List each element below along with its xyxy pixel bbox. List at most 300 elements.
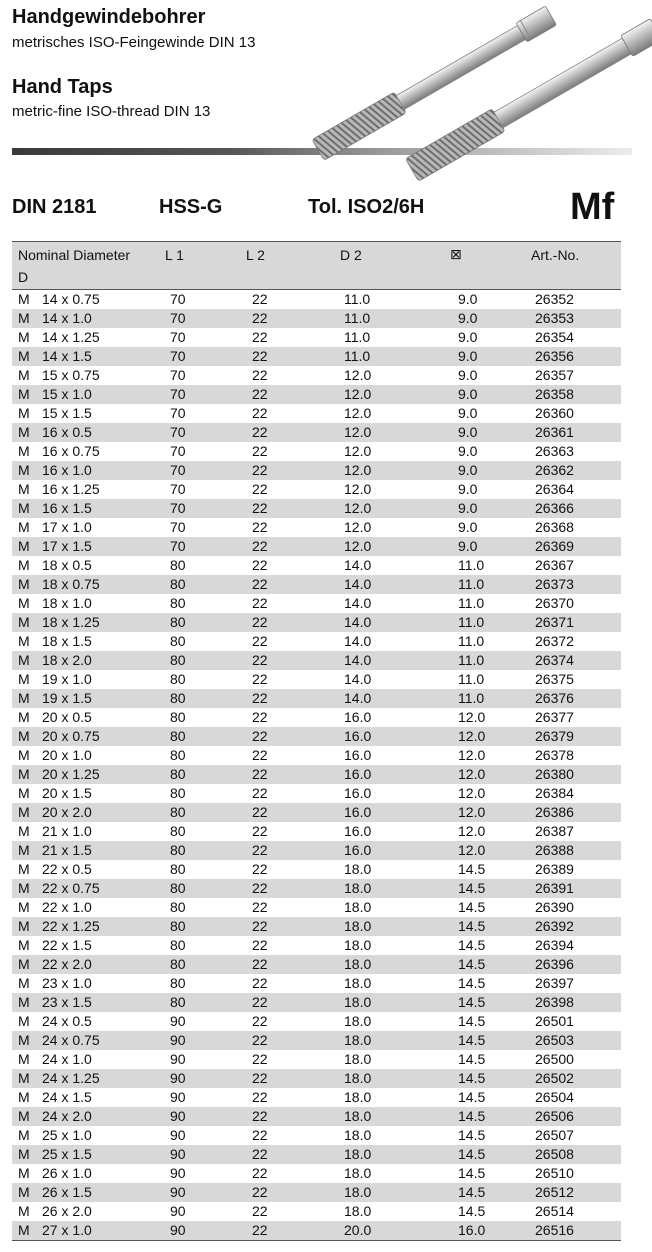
cell-square: 11.0 — [458, 690, 485, 706]
cell-square: 9.0 — [458, 310, 478, 326]
cell-prefix: M — [18, 1108, 30, 1124]
table-row — [12, 993, 621, 1012]
cell-prefix: M — [18, 576, 30, 592]
cell-l2: 22 — [252, 557, 268, 573]
cell-l2: 22 — [252, 918, 268, 934]
cell-l1: 70 — [170, 500, 186, 516]
table-row — [12, 765, 621, 784]
subtitle-english: metric-fine ISO-thread DIN 13 — [12, 103, 211, 120]
cell-square: 12.0 — [458, 728, 486, 744]
cell-l2: 22 — [252, 348, 268, 364]
table-row — [12, 746, 621, 765]
table-row — [12, 1164, 621, 1183]
cell-prefix: M — [18, 1127, 30, 1143]
table-row — [12, 860, 621, 879]
cell-size: 24 x 1.0 — [42, 1051, 92, 1067]
cell-size: 15 x 0.75 — [42, 367, 100, 383]
cell-size: 18 x 2.0 — [42, 652, 92, 668]
cell-size: 20 x 1.25 — [42, 766, 100, 782]
table-row — [12, 1069, 621, 1088]
cell-article-number: 26364 — [535, 481, 574, 497]
cell-d2: 18.0 — [344, 956, 372, 972]
cell-size: 21 x 1.5 — [42, 842, 92, 858]
cell-d2: 18.0 — [344, 1165, 372, 1181]
cell-prefix: M — [18, 367, 30, 383]
cell-prefix: M — [18, 975, 30, 991]
cell-article-number: 26352 — [535, 291, 574, 307]
cell-size: 19 x 1.5 — [42, 690, 92, 706]
cell-article-number: 26502 — [535, 1070, 574, 1086]
cell-l2: 22 — [252, 1051, 268, 1067]
cell-size: 15 x 1.0 — [42, 386, 92, 402]
cell-square: 9.0 — [458, 443, 478, 459]
table-row — [12, 347, 621, 366]
table-row — [12, 290, 621, 309]
cell-size: 19 x 1.0 — [42, 671, 92, 687]
table-row — [12, 366, 621, 385]
cell-l1: 90 — [170, 1203, 186, 1219]
cell-size: 26 x 1.5 — [42, 1184, 92, 1200]
table-row — [12, 670, 621, 689]
cell-l1: 80 — [170, 899, 186, 915]
cell-square: 12.0 — [458, 747, 486, 763]
col-d2: D 2 — [340, 247, 362, 263]
table-row — [12, 1012, 621, 1031]
table-row — [12, 879, 621, 898]
cell-square: 9.0 — [458, 348, 478, 364]
table-row — [12, 480, 621, 499]
cell-square: 11.0 — [458, 557, 485, 573]
cell-prefix: M — [18, 519, 30, 535]
cell-square: 16.0 — [458, 1222, 486, 1238]
cell-l2: 22 — [252, 956, 268, 972]
cell-size: 24 x 1.25 — [42, 1070, 100, 1086]
cell-prefix: M — [18, 956, 30, 972]
cell-prefix: M — [18, 1070, 30, 1086]
table-row — [12, 955, 621, 974]
cell-prefix: M — [18, 424, 30, 440]
cell-l1: 70 — [170, 329, 186, 345]
table-row — [12, 575, 621, 594]
col-l2: L 2 — [246, 247, 265, 263]
cell-d2: 18.0 — [344, 1070, 372, 1086]
cell-prefix: M — [18, 348, 30, 364]
cell-l2: 22 — [252, 747, 268, 763]
cell-size: 20 x 1.5 — [42, 785, 92, 801]
cell-square: 14.5 — [458, 1127, 486, 1143]
cell-article-number: 26378 — [535, 747, 574, 763]
table-row — [12, 803, 621, 822]
cell-article-number: 26376 — [535, 690, 574, 706]
cell-d2: 18.0 — [344, 1013, 372, 1029]
cell-article-number: 26367 — [535, 557, 574, 573]
cell-size: 27 x 1.0 — [42, 1222, 92, 1238]
table-row — [12, 917, 621, 936]
cell-size: 14 x 1.5 — [42, 348, 92, 364]
cell-square: 14.5 — [458, 1146, 486, 1162]
cell-article-number: 26375 — [535, 671, 574, 687]
cell-l1: 70 — [170, 538, 186, 554]
cell-d2: 16.0 — [344, 842, 372, 858]
cell-prefix: M — [18, 1184, 30, 1200]
cell-l1: 80 — [170, 804, 186, 820]
cell-prefix: M — [18, 766, 30, 782]
cell-l1: 80 — [170, 690, 186, 706]
table-row — [12, 784, 621, 803]
cell-size: 22 x 0.75 — [42, 880, 100, 896]
material-grade: HSS-G — [159, 196, 223, 218]
cell-d2: 18.0 — [344, 1108, 372, 1124]
cell-l1: 90 — [170, 1013, 186, 1029]
cell-prefix: M — [18, 1222, 30, 1238]
cell-l2: 22 — [252, 766, 268, 782]
cell-article-number: 26389 — [535, 861, 574, 877]
cell-article-number: 26369 — [535, 538, 574, 554]
cell-size: 18 x 0.75 — [42, 576, 100, 592]
cell-square: 14.5 — [458, 937, 486, 953]
cell-article-number: 26363 — [535, 443, 574, 459]
table-row — [12, 651, 621, 670]
cell-d2: 18.0 — [344, 1184, 372, 1200]
cell-l1: 70 — [170, 310, 186, 326]
cell-prefix: M — [18, 1051, 30, 1067]
table-header — [12, 241, 621, 290]
cell-article-number: 26354 — [535, 329, 574, 345]
cell-size: 26 x 2.0 — [42, 1203, 92, 1219]
cell-square: 12.0 — [458, 785, 486, 801]
table-row — [12, 309, 621, 328]
cell-article-number: 26370 — [535, 595, 574, 611]
cell-prefix: M — [18, 538, 30, 554]
cell-prefix: M — [18, 405, 30, 421]
table-row — [12, 1221, 621, 1240]
cell-article-number: 26507 — [535, 1127, 574, 1143]
cell-d2: 16.0 — [344, 804, 372, 820]
cell-article-number: 26506 — [535, 1108, 574, 1124]
cell-article-number: 26361 — [535, 424, 574, 440]
table-row — [12, 632, 621, 651]
cell-l2: 22 — [252, 1032, 268, 1048]
cell-article-number: 26503 — [535, 1032, 574, 1048]
cell-square: 9.0 — [458, 481, 478, 497]
table-row — [12, 423, 621, 442]
cell-d2: 16.0 — [344, 785, 372, 801]
cell-square: 12.0 — [458, 823, 486, 839]
cell-d2: 14.0 — [344, 576, 372, 592]
cell-l2: 22 — [252, 519, 268, 535]
cell-prefix: M — [18, 785, 30, 801]
cell-d2: 14.0 — [344, 595, 372, 611]
cell-prefix: M — [18, 557, 30, 573]
cell-d2: 11.0 — [344, 348, 371, 364]
table-row — [12, 727, 621, 746]
cell-l2: 22 — [252, 861, 268, 877]
cell-size: 16 x 0.75 — [42, 443, 100, 459]
cell-article-number: 26398 — [535, 994, 574, 1010]
cell-l2: 22 — [252, 614, 268, 630]
cell-square: 9.0 — [458, 462, 478, 478]
cell-d2: 14.0 — [344, 614, 372, 630]
cell-square: 9.0 — [458, 500, 478, 516]
cell-l2: 22 — [252, 975, 268, 991]
cell-article-number: 26371 — [535, 614, 574, 630]
title-english: Hand Taps — [12, 76, 113, 98]
cell-l2: 22 — [252, 937, 268, 953]
cell-square: 12.0 — [458, 709, 486, 725]
cell-l1: 80 — [170, 614, 186, 630]
cell-size: 14 x 1.0 — [42, 310, 92, 326]
cell-square: 14.5 — [458, 1070, 486, 1086]
cell-l1: 80 — [170, 766, 186, 782]
cell-l1: 80 — [170, 728, 186, 744]
cell-article-number: 26380 — [535, 766, 574, 782]
cell-d2: 12.0 — [344, 500, 372, 516]
cell-l2: 22 — [252, 899, 268, 915]
cell-article-number: 26500 — [535, 1051, 574, 1067]
cell-square: 9.0 — [458, 291, 478, 307]
cell-article-number: 26512 — [535, 1184, 574, 1200]
title-german: Handgewindebohrer — [12, 6, 206, 28]
cell-size: 20 x 2.0 — [42, 804, 92, 820]
cell-size: 18 x 0.5 — [42, 557, 92, 573]
cell-prefix: M — [18, 671, 30, 687]
cell-l1: 90 — [170, 1108, 186, 1124]
cell-prefix: M — [18, 994, 30, 1010]
cell-prefix: M — [18, 709, 30, 725]
cell-d2: 12.0 — [344, 405, 372, 421]
cell-square: 14.5 — [458, 956, 486, 972]
cell-square: 11.0 — [458, 614, 485, 630]
cell-l2: 22 — [252, 633, 268, 649]
cell-square: 14.5 — [458, 1165, 486, 1181]
cell-square: 11.0 — [458, 652, 485, 668]
cell-article-number: 26390 — [535, 899, 574, 915]
table-bottom-border — [12, 1240, 621, 1241]
cell-l2: 22 — [252, 424, 268, 440]
col-nominal-diameter: Nominal Diameter — [18, 247, 131, 263]
table-row — [12, 1202, 621, 1221]
cell-d2: 18.0 — [344, 1127, 372, 1143]
cell-d2: 18.0 — [344, 899, 372, 915]
cell-size: 25 x 1.5 — [42, 1146, 92, 1162]
cell-l1: 80 — [170, 557, 186, 573]
table-row — [12, 613, 621, 632]
cell-square: 14.5 — [458, 1013, 486, 1029]
cell-l1: 80 — [170, 937, 186, 953]
cell-d2: 12.0 — [344, 462, 372, 478]
cell-l1: 80 — [170, 994, 186, 1010]
cell-d2: 18.0 — [344, 1051, 372, 1067]
cell-prefix: M — [18, 291, 30, 307]
cell-size: 25 x 1.0 — [42, 1127, 92, 1143]
cell-d2: 12.0 — [344, 481, 372, 497]
cell-l2: 22 — [252, 1146, 268, 1162]
cell-square: 9.0 — [458, 367, 478, 383]
table-row — [12, 689, 621, 708]
cell-article-number: 26384 — [535, 785, 574, 801]
cell-article-number: 26508 — [535, 1146, 574, 1162]
cell-d2: 18.0 — [344, 918, 372, 934]
cell-l2: 22 — [252, 709, 268, 725]
cell-l1: 70 — [170, 462, 186, 478]
cell-l1: 80 — [170, 975, 186, 991]
cell-article-number: 26386 — [535, 804, 574, 820]
cell-prefix: M — [18, 329, 30, 345]
cell-l2: 22 — [252, 671, 268, 687]
cell-l1: 70 — [170, 481, 186, 497]
cell-article-number: 26397 — [535, 975, 574, 991]
cell-l2: 22 — [252, 652, 268, 668]
cell-square: 11.0 — [458, 633, 485, 649]
cell-square: 12.0 — [458, 766, 486, 782]
cell-article-number: 26368 — [535, 519, 574, 535]
cell-size: 20 x 0.5 — [42, 709, 92, 725]
cell-l2: 22 — [252, 690, 268, 706]
cell-l1: 90 — [170, 1127, 186, 1143]
cell-d2: 18.0 — [344, 975, 372, 991]
cell-l2: 22 — [252, 462, 268, 478]
cell-prefix: M — [18, 614, 30, 630]
cell-article-number: 26504 — [535, 1089, 574, 1105]
cell-prefix: M — [18, 842, 30, 858]
cell-article-number: 26391 — [535, 880, 574, 896]
cell-prefix: M — [18, 633, 30, 649]
cell-l2: 22 — [252, 1070, 268, 1086]
cell-square: 11.0 — [458, 671, 485, 687]
cell-size: 15 x 1.5 — [42, 405, 92, 421]
cell-l2: 22 — [252, 785, 268, 801]
cell-d2: 16.0 — [344, 709, 372, 725]
cell-square: 12.0 — [458, 804, 486, 820]
cell-d2: 14.0 — [344, 557, 372, 573]
cell-prefix: M — [18, 1203, 30, 1219]
cell-article-number: 26514 — [535, 1203, 574, 1219]
cell-square: 14.5 — [458, 861, 486, 877]
cell-l1: 90 — [170, 1089, 186, 1105]
cell-prefix: M — [18, 918, 30, 934]
cell-l1: 70 — [170, 424, 186, 440]
cell-l1: 80 — [170, 956, 186, 972]
cell-l2: 22 — [252, 386, 268, 402]
cell-l2: 22 — [252, 1203, 268, 1219]
cell-size: 23 x 1.5 — [42, 994, 92, 1010]
table-row — [12, 1031, 621, 1050]
cell-l2: 22 — [252, 1165, 268, 1181]
cell-l2: 22 — [252, 595, 268, 611]
cell-square: 9.0 — [458, 538, 478, 554]
cell-l1: 70 — [170, 348, 186, 364]
cell-article-number: 26396 — [535, 956, 574, 972]
cell-size: 16 x 1.5 — [42, 500, 92, 516]
cell-l1: 90 — [170, 1165, 186, 1181]
table-row — [12, 461, 621, 480]
table-body — [12, 290, 621, 1240]
cell-size: 20 x 1.0 — [42, 747, 92, 763]
cell-size: 22 x 0.5 — [42, 861, 92, 877]
catalog-header — [0, 0, 652, 190]
cell-prefix: M — [18, 443, 30, 459]
col-article-number: Art.-No. — [531, 247, 580, 263]
cell-l2: 22 — [252, 291, 268, 307]
table-row — [12, 594, 621, 613]
cell-prefix: M — [18, 804, 30, 820]
cell-article-number: 26366 — [535, 500, 574, 516]
table-row — [12, 518, 621, 537]
cell-d2: 18.0 — [344, 1032, 372, 1048]
cell-prefix: M — [18, 1032, 30, 1048]
cell-prefix: M — [18, 310, 30, 326]
cell-l2: 22 — [252, 1222, 268, 1238]
cell-l1: 90 — [170, 1222, 186, 1238]
cell-article-number: 26510 — [535, 1165, 574, 1181]
cell-article-number: 26394 — [535, 937, 574, 953]
cell-prefix: M — [18, 690, 30, 706]
cell-article-number: 26374 — [535, 652, 574, 668]
cell-size: 20 x 0.75 — [42, 728, 100, 744]
cell-l1: 70 — [170, 405, 186, 421]
table-row — [12, 328, 621, 347]
cell-size: 14 x 0.75 — [42, 291, 100, 307]
cell-square: 14.5 — [458, 975, 486, 991]
cell-d2: 14.0 — [344, 633, 372, 649]
cell-square: 14.5 — [458, 1203, 486, 1219]
cell-l2: 22 — [252, 1089, 268, 1105]
cell-prefix: M — [18, 880, 30, 896]
cell-article-number: 26373 — [535, 576, 574, 592]
table-row — [12, 936, 621, 955]
cell-d2: 14.0 — [344, 690, 372, 706]
table-row — [12, 1050, 621, 1069]
cell-article-number: 26358 — [535, 386, 574, 402]
cell-article-number: 26353 — [535, 310, 574, 326]
cell-square: 14.5 — [458, 1184, 486, 1200]
table-row — [12, 1088, 621, 1107]
cell-square: 14.5 — [458, 1051, 486, 1067]
cell-l2: 22 — [252, 1108, 268, 1124]
cell-article-number: 26392 — [535, 918, 574, 934]
cell-l2: 22 — [252, 405, 268, 421]
cell-prefix: M — [18, 481, 30, 497]
cell-square: 11.0 — [458, 576, 485, 592]
cell-l2: 22 — [252, 994, 268, 1010]
table-row — [12, 537, 621, 556]
cell-prefix: M — [18, 1089, 30, 1105]
cell-square: 14.5 — [458, 994, 486, 1010]
cell-size: 16 x 1.0 — [42, 462, 92, 478]
cell-l2: 22 — [252, 481, 268, 497]
cell-l1: 90 — [170, 1146, 186, 1162]
cell-d2: 12.0 — [344, 538, 372, 554]
cell-l1: 90 — [170, 1051, 186, 1067]
cell-d2: 18.0 — [344, 1203, 372, 1219]
hand-taps-image — [300, 0, 652, 190]
cell-d2: 12.0 — [344, 443, 372, 459]
cell-d2: 16.0 — [344, 747, 372, 763]
table-row — [12, 898, 621, 917]
cell-l1: 80 — [170, 880, 186, 896]
cell-d2: 18.0 — [344, 937, 372, 953]
cell-square: 11.0 — [458, 595, 485, 611]
cell-l1: 80 — [170, 918, 186, 934]
cell-square: 14.5 — [458, 880, 486, 896]
cell-article-number: 26356 — [535, 348, 574, 364]
cell-article-number: 26387 — [535, 823, 574, 839]
cell-article-number: 26357 — [535, 367, 574, 383]
table-row — [12, 708, 621, 727]
cell-size: 22 x 1.5 — [42, 937, 92, 953]
table-row — [12, 442, 621, 461]
cell-article-number: 26516 — [535, 1222, 574, 1238]
